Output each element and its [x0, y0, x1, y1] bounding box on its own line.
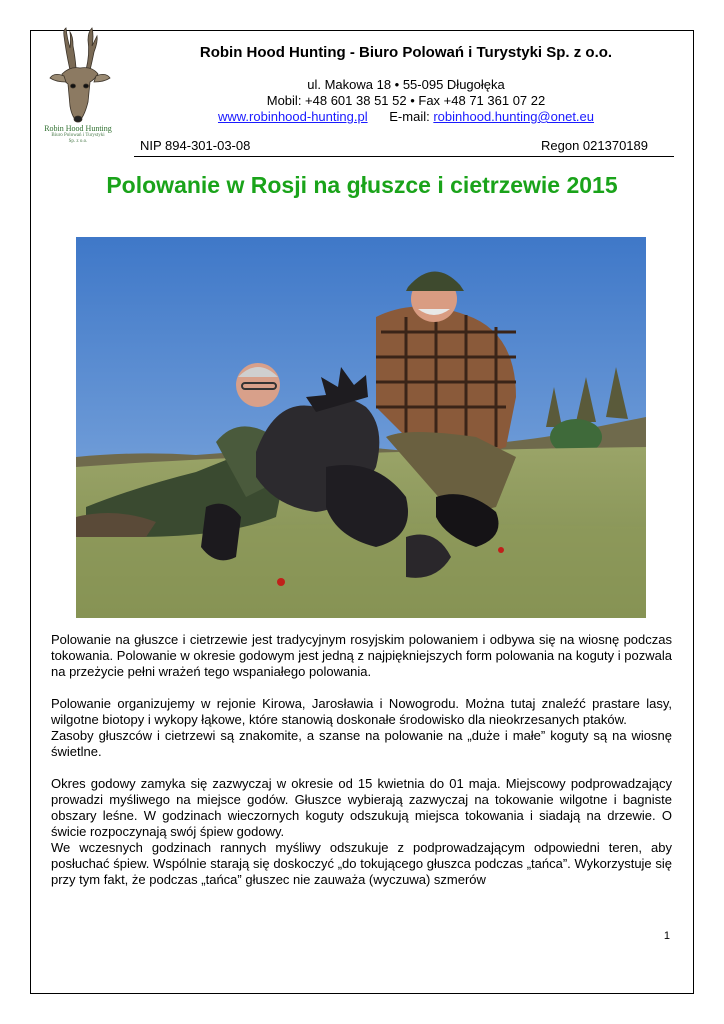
paragraph: Zasoby głuszców i cietrzewi są znakomite, a szanse na polowanie na „duże i małe” koguty są na wiosnę świetlne. [51, 728, 672, 759]
page-number: 1 [663, 930, 670, 942]
nip-number: NIP 894-301-03-08 [140, 138, 251, 153]
website-link[interactable]: www.robinhood-hunting.pl [217, 109, 368, 124]
page-title: Polowanie w Rosji na głuszce i cietrzewie 2015 [106, 172, 618, 198]
header-divider [134, 156, 674, 157]
logo-name: Robin Hood Hunting [44, 124, 112, 133]
email-link[interactable]: robinhood.hunting@onet.eu [433, 109, 595, 124]
paragraph: Polowanie na głuszce i cietrzewie jest tradycyjnym rosyjskim polowaniem i odbywa się na wiosnę podczas tokowania. Polowanie w okresie godowym jest jedną z najpiękniejszych form polowania na koguty i pozwala na przeżycie pełni wrażeń tego wspaniałego polowania. [51, 632, 672, 679]
web-email-line [140, 109, 672, 125]
paragraph: Okres godowy zamyka się zazwyczaj w okresie od 15 kwietnia do 01 maja. Miejscowy podprowadzający prowadzi myśliwego na miejsce godów. Głuszce wybierają zazwyczaj na tokowanie wilgotne i bagniste obszary leśne. W godzinach wieczornych koguty odszukują miejsca tokowania i siadają na drzewie. O świcie rozpoczynają swój śpiew godowy. [51, 776, 672, 839]
contact-block [140, 77, 672, 125]
address: ul. Makowa 18 • 55-095 Długołęka [307, 77, 505, 92]
phones: Mobil: +48 601 38 51 52 • Fax +48 71 361 07 22 [266, 93, 546, 108]
company-name: Robin Hood Hunting - Biuro Polowań i Turystyki Sp. z o.o. [199, 44, 613, 61]
email-label: E-mail: [389, 109, 430, 124]
logo-sub1: Biuro Polowań i Turystyki [51, 133, 105, 138]
body-text [51, 632, 672, 888]
regon-number: Regon 021370189 [541, 138, 648, 153]
logo-caption [36, 124, 120, 145]
paragraph: We wczesnych godzinach rannych myśliwy odszukuje z podprowadzającym odpowiedni teren, aby posłuchać śpiew. Wspólnie starają się doskoczyć „do tokującego głuszca podczas „tańca”. Wykorzystuje się przy tym fakt, że podczas „tańca” głuszec nie zauważa (wyczuwa) szmerów [51, 840, 672, 887]
hunters-photo [76, 237, 646, 618]
paragraph: Polowanie organizujemy w rejonie Kirowa, Jarosławia i Nowogrodu. Można tutaj znaleźć prastare lasy, wilgotne biotopy i wykopy łąkowe, które stanowią doskonałe środowisko dla nieokrzesanych ptaków. [51, 696, 672, 727]
logo-sub2: Sp. z o.o. [68, 139, 88, 144]
